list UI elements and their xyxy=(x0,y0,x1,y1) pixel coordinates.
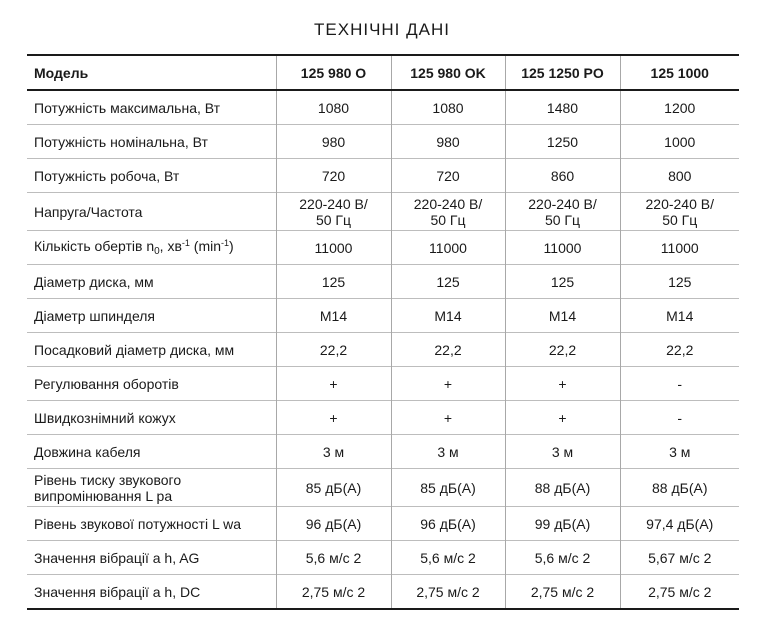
header-model-2: 125 980 OK xyxy=(391,55,505,90)
table-row xyxy=(27,367,739,401)
table-cell: 88 дБ(А) xyxy=(620,469,739,507)
table-row xyxy=(27,193,739,231)
header-model: Модель xyxy=(34,64,89,81)
table-cell: 1080 xyxy=(391,90,505,125)
table-cell xyxy=(620,193,739,231)
label-line: випромінювання L pa xyxy=(34,487,173,504)
row-label: Швидкознімний кожух xyxy=(27,401,276,435)
table-cell: 980 xyxy=(391,125,505,159)
table-cell: 5,67 м/с 2 xyxy=(620,541,739,575)
table-cell: 1250 xyxy=(505,125,620,159)
table-cell: 1200 xyxy=(620,90,739,125)
row-label: Довжина кабеля xyxy=(27,435,276,469)
row-label xyxy=(27,231,276,265)
label-part: Кількість обертів n xyxy=(34,238,155,254)
table-cell: + xyxy=(391,367,505,401)
cell-line: 50 Гц xyxy=(662,211,698,228)
row-label: Потужність максимальна, Вт xyxy=(27,90,276,125)
cell-line: 220-240 В/ xyxy=(645,195,714,212)
table-cell: 22,2 xyxy=(391,333,505,367)
label-part: (min xyxy=(189,238,222,254)
table-cell: 125 xyxy=(391,265,505,299)
row-label: Діаметр шпинделя xyxy=(27,299,276,333)
table-row xyxy=(27,507,739,541)
table-cell: 97,4 дБ(А) xyxy=(620,507,739,541)
table-cell: M14 xyxy=(505,299,620,333)
label-part: , хв xyxy=(159,238,182,254)
table-cell: 22,2 xyxy=(276,333,391,367)
table-cell: + xyxy=(276,401,391,435)
table-cell: 1000 xyxy=(620,125,739,159)
row-label: Посадковий діаметр диска, мм xyxy=(27,333,276,367)
table-row xyxy=(27,265,739,299)
table-cell: 720 xyxy=(391,159,505,193)
row-label: Значення вібрації a h, DC xyxy=(27,575,276,610)
table-row xyxy=(27,401,739,435)
label-part: ) xyxy=(229,238,234,254)
table-cell: 125 xyxy=(505,265,620,299)
table-cell: + xyxy=(391,401,505,435)
table-cell: 2,75 м/с 2 xyxy=(505,575,620,610)
table-cell: - xyxy=(620,367,739,401)
label-superscript: -1 xyxy=(181,238,190,248)
row-label: Рівень звукової потужності L wa xyxy=(27,507,276,541)
table-row xyxy=(27,469,739,507)
table-cell: 3 м xyxy=(620,435,739,469)
table-row xyxy=(27,125,739,159)
table-cell: - xyxy=(620,401,739,435)
table-cell: 85 дБ(А) xyxy=(391,469,505,507)
table-cell: 3 м xyxy=(391,435,505,469)
table-cell: 980 xyxy=(276,125,391,159)
page-title: ТЕХНІЧНІ ДАНІ xyxy=(314,20,450,39)
table-cell xyxy=(391,193,505,231)
table-cell: 22,2 xyxy=(505,333,620,367)
label-line: Рівень тиску звукового xyxy=(34,471,182,488)
table-cell: 3 м xyxy=(276,435,391,469)
cell-line: 220-240 В/ xyxy=(528,195,597,212)
table-cell xyxy=(276,193,391,231)
row-label: Потужність робоча, Вт xyxy=(27,159,276,193)
table-row xyxy=(27,435,739,469)
row-label: Напруга/Частота xyxy=(27,193,276,231)
table-cell: 85 дБ(А) xyxy=(276,469,391,507)
table-row xyxy=(27,333,739,367)
table-cell: 1480 xyxy=(505,90,620,125)
table-cell: 2,75 м/с 2 xyxy=(276,575,391,610)
label-superscript: -1 xyxy=(221,238,230,248)
table-header-row xyxy=(27,55,739,90)
table-cell: 11000 xyxy=(391,231,505,265)
table-cell: M14 xyxy=(276,299,391,333)
table-cell: 2,75 м/с 2 xyxy=(620,575,739,610)
table-cell: 11000 xyxy=(620,231,739,265)
row-label: Потужність номінальна, Вт xyxy=(27,125,276,159)
specifications-table xyxy=(27,54,739,610)
row-label: Значення вібрації a h, AG xyxy=(27,541,276,575)
table-cell: 99 дБ(А) xyxy=(505,507,620,541)
table-cell: + xyxy=(505,401,620,435)
table-cell: 88 дБ(А) xyxy=(505,469,620,507)
header-model-3: 125 1250 PO xyxy=(505,55,620,90)
table-cell: 5,6 м/с 2 xyxy=(276,541,391,575)
table-row xyxy=(27,231,739,265)
row-label: Діаметр диска, мм xyxy=(27,265,276,299)
table-cell: M14 xyxy=(620,299,739,333)
table-cell: M14 xyxy=(391,299,505,333)
table-cell: 125 xyxy=(620,265,739,299)
label-subscript: 0 xyxy=(154,246,160,257)
table-cell: 720 xyxy=(276,159,391,193)
table-cell: 3 м xyxy=(505,435,620,469)
header-model-1: 125 980 O xyxy=(276,55,391,90)
table-cell: 5,6 м/с 2 xyxy=(505,541,620,575)
table-row xyxy=(27,575,739,610)
table-cell: 1080 xyxy=(276,90,391,125)
table-cell: 125 xyxy=(276,265,391,299)
cell-line: 220-240 В/ xyxy=(413,195,483,212)
table-cell: 5,6 м/с 2 xyxy=(391,541,505,575)
table-cell: + xyxy=(276,367,391,401)
table-row xyxy=(27,541,739,575)
table-cell: 11000 xyxy=(505,231,620,265)
header-model-4: 125 1000 xyxy=(620,55,739,90)
table-cell: 11000 xyxy=(276,231,391,265)
table-cell xyxy=(505,193,620,231)
table-cell: + xyxy=(505,367,620,401)
cell-line: 220-240 В/ xyxy=(299,195,368,212)
table-row xyxy=(27,159,739,193)
table-cell: 22,2 xyxy=(620,333,739,367)
cell-line: 50 Гц xyxy=(544,211,581,228)
table-cell: 860 xyxy=(505,159,620,193)
table-row xyxy=(27,299,739,333)
cell-line: 50 Гц xyxy=(315,211,352,228)
table-cell: 2,75 м/с 2 xyxy=(391,575,505,610)
cell-line: 50 Гц xyxy=(430,211,466,228)
table-row xyxy=(27,90,739,125)
table-cell: 96 дБ(А) xyxy=(391,507,505,541)
row-label: Регулювання оборотів xyxy=(27,367,276,401)
table-cell: 800 xyxy=(620,159,739,193)
row-label xyxy=(27,469,276,507)
table-cell: 96 дБ(А) xyxy=(276,507,391,541)
